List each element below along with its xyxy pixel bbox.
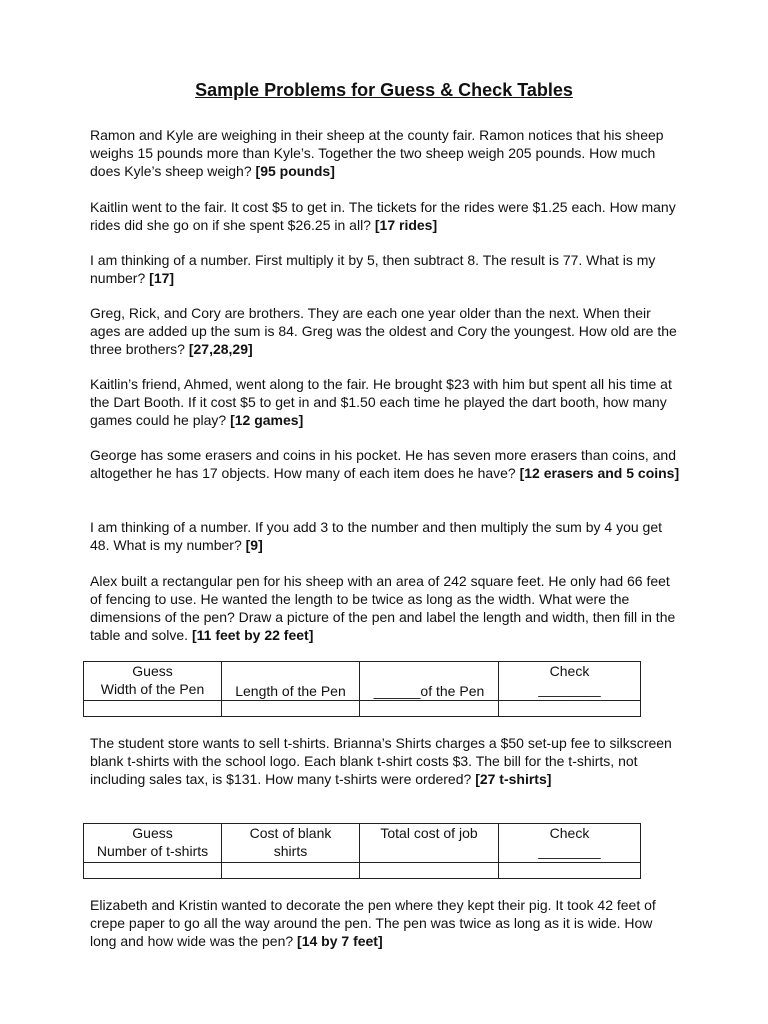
problem-answer: [17 rides] xyxy=(374,217,438,233)
problem-text: Elizabeth and Kristin wanted to decorate the pen where they kept their pig. It took 42 feet of crepe paper to go all the way around the pen. The pen was twice as long as it is wide. How long and how wide was the pen? xyxy=(90,897,656,949)
table-cell[interactable] xyxy=(222,863,360,879)
problem-2 xyxy=(90,198,680,234)
problem-answer: [14 by 7 feet] xyxy=(297,933,383,949)
table-cell[interactable] xyxy=(499,701,641,717)
problem-answer: [9] xyxy=(245,537,263,553)
problem-4 xyxy=(90,304,680,358)
table-header-length: Length of the Pen xyxy=(222,662,360,701)
problem-8 xyxy=(90,572,680,644)
guess-check-table-pen xyxy=(83,661,641,717)
problem-answer: [27,28,29] xyxy=(188,341,253,357)
table-header-check: Check ________ xyxy=(499,824,641,863)
problem-text: Greg, Rick, and Cory are brothers. They are each one year older than the next. When their ages are added up the sum is 84. Greg was the oldest and Cory the youngest. How old are the three brothers? xyxy=(90,305,677,357)
guess-check-table-tshirts xyxy=(83,823,641,879)
table-header-guess: Guess Number of t-shirts xyxy=(84,824,222,863)
table-cell[interactable] xyxy=(222,701,360,717)
problem-text: Alex built a rectangular pen for his sheep with an area of 242 square feet. He only had 66 feet of fencing to use. He wanted the length to be twice as long as the width. What were the dimensions of the pen? Draw a picture of the pen and label the length and width, then fill in the table and solve. xyxy=(90,573,676,643)
problem-1 xyxy=(90,126,680,180)
problem-text: I am thinking of a number. If you add 3 to the number and then multiply the sum by 4 you get 48. What is my number? xyxy=(90,519,663,553)
problem-text: Kaitlin’s friend, Ahmed, went along to the fair. He brought $23 with him but spent all his time at the Dart Booth. If it cost $5 to get in and $1.50 each time he played the dart booth, how many games could he play? xyxy=(90,376,672,428)
problem-answer: [27 t-shirts] xyxy=(475,771,552,787)
page-title: Sample Problems for Guess & Check Tables xyxy=(195,80,573,100)
problem-5 xyxy=(90,375,680,429)
table-header-check: Check ________ xyxy=(499,662,641,701)
problem-answer: [11 feet by 22 feet] xyxy=(191,627,314,643)
problem-answer: [12 erasers and 5 coins] xyxy=(519,465,680,481)
problem-answer: [95 pounds] xyxy=(255,163,335,179)
table-cell[interactable] xyxy=(499,863,641,879)
table-cell[interactable] xyxy=(360,863,499,879)
problem-text: George has some erasers and coins in his pocket. He has seven more erasers than coins, and altogether he has 17 objects. How many of each item does he have? xyxy=(90,447,676,481)
problem-9 xyxy=(90,734,680,788)
table-cell[interactable] xyxy=(360,701,499,717)
problem-3 xyxy=(90,251,680,287)
problem-6 xyxy=(90,446,680,482)
problem-7 xyxy=(90,518,680,554)
problem-text: Kaitlin went to the fair. It cost $5 to get in. The tickets for the rides were $1.25 each. How many rides did she go on if she spent $26.25 in all? xyxy=(90,199,676,233)
problem-text: Ramon and Kyle are weighing in their sheep at the county fair. Ramon notices that his sheep weighs 15 pounds more than Kyle’s. Together the two sheep weigh 205 pounds. How much does Kyle’s sheep weigh? xyxy=(90,127,664,179)
problem-text: I am thinking of a number. First multiply it by 5, then subtract 8. The result is 77. What is my number? xyxy=(90,252,656,286)
table-cell[interactable] xyxy=(84,701,222,717)
table-header-cost-blank: Cost of blank shirts xyxy=(222,824,360,863)
problem-answer: [17] xyxy=(149,270,175,286)
table-cell[interactable] xyxy=(84,863,222,879)
table-header-guess: Guess Width of the Pen xyxy=(84,662,222,701)
table-header-total-cost: Total cost of job xyxy=(360,824,499,863)
problem-10 xyxy=(90,896,680,950)
problem-text: The student store wants to sell t-shirts. Brianna’s Shirts charges a $50 set-up fee to silkscreen blank t-shirts with the school logo. Each blank t-shirt costs $3. The bill for the t-shirts, not including sales tax, is $131. How many t-shirts were ordered? xyxy=(90,735,672,787)
table-header-blank: ______of the Pen xyxy=(360,662,499,701)
problem-answer: [12 games] xyxy=(230,412,304,428)
